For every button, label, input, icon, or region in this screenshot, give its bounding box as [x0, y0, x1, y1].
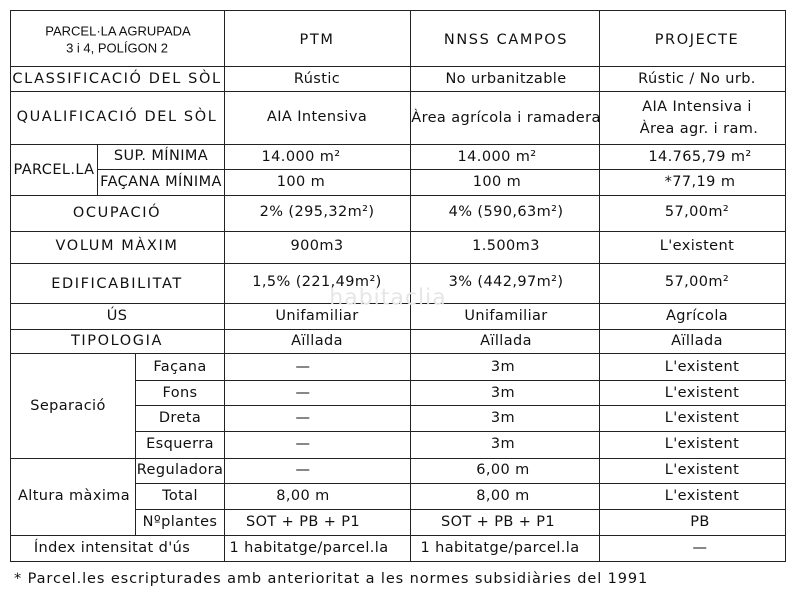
cell-ocupacio-projecte: 57,00m²	[664, 203, 730, 220]
row-label-ocupacio: OCUPACIÓ	[72, 204, 162, 221]
column-header-ptm: PTM	[299, 31, 335, 48]
cell-volum-projecte: L'existent	[659, 237, 735, 254]
cell-index-projecte: —	[692, 539, 708, 556]
cell-total-ptm: 8,00 m	[276, 487, 330, 504]
cell-reguladora-projecte: L'existent	[664, 461, 740, 478]
cell-sep-esquerra-ptm: —	[295, 435, 311, 452]
cell-qualificacio-ptm: AIA Intensiva	[266, 108, 368, 125]
row-label-reguladora: Reguladora	[136, 461, 224, 478]
column-header-projecte: PROJECTE	[654, 31, 740, 48]
cell-us-nnss: Unifamiliar	[464, 307, 548, 324]
cell-classificacio-ptm: Rústic	[293, 70, 341, 87]
column-header-nnss: NNSS CAMPOS	[443, 31, 569, 48]
cell-sep-facana-ptm: —	[295, 358, 311, 375]
cell-nplantes-nnss: SOT + PB + P1	[440, 513, 556, 530]
row-label-parcela: PARCEL.LA	[13, 161, 95, 178]
cell-sep-esquerra-projecte: L'existent	[664, 435, 740, 452]
cell-nplantes-projecte: PB	[690, 513, 710, 530]
cell-sup-projecte: 14.765,79 m²	[648, 148, 752, 165]
row-label-tipologia: TIPOLOGIA	[70, 332, 164, 349]
cell-reguladora-nnss: 6,00 m	[476, 461, 530, 478]
cell-edificabilitat-projecte: 57,00m²	[664, 273, 730, 290]
row-label-total: Total	[162, 487, 198, 504]
cell-qualificacio-projecte-line-1: AIA Intensiva i	[642, 98, 752, 115]
row-label-sep-facana: Façana	[153, 358, 207, 375]
cell-tipologia-ptm: Aïllada	[291, 332, 343, 349]
row-label-index: Índex intensitat d'ús	[33, 539, 191, 556]
cell-facana-min-nnss: 100 m	[472, 173, 522, 190]
cell-ocupacio-nnss: 4% (590,63m²)	[448, 203, 564, 220]
row-label-altura-maxima: Altura màxima	[17, 487, 131, 504]
cell-volum-ptm: 900m3	[290, 237, 344, 254]
cell-tipologia-projecte: Aïllada	[671, 332, 723, 349]
cell-sep-dreta-ptm: —	[295, 409, 311, 426]
cell-sep-esquerra-nnss: 3m	[490, 435, 516, 452]
cell-qualificacio-projecte-line-2: Àrea agr. i ram.	[639, 120, 759, 137]
cell-classificacio-projecte: Rústic / No urb.	[638, 70, 756, 87]
cell-sep-fons-nnss: 3m	[490, 384, 516, 401]
row-label-edificabilitat: EDIFICABILITAT	[51, 275, 183, 292]
cell-total-projecte: L'existent	[664, 487, 740, 504]
cell-edificabilitat-ptm: 1,5% (221,49m²)	[252, 273, 382, 290]
row-label-qualificacio: QUALIFICACIÓ DEL SÒL	[16, 108, 218, 125]
row-label-sep-dreta: Dreta	[158, 409, 202, 426]
cell-sep-fons-projecte: L'existent	[664, 384, 740, 401]
row-label-sep-fons: Fons	[162, 384, 198, 401]
cell-sep-dreta-projecte: L'existent	[664, 409, 740, 426]
cell-us-projecte: Agrícola	[665, 307, 729, 324]
title-line-2: 3 i 4, POLÍGON 2	[66, 40, 168, 56]
cell-total-nnss: 8,00 m	[476, 487, 530, 504]
row-label-separacio: Separació	[30, 397, 106, 414]
cell-tipologia-nnss: Aïllada	[480, 332, 532, 349]
cell-facana-min-ptm: 100 m	[276, 173, 326, 190]
cell-sep-facana-projecte: L'existent	[664, 358, 740, 375]
row-label-facana-minima: FAÇANA MÍNIMA	[100, 173, 222, 190]
cell-sep-fons-ptm: —	[295, 384, 311, 401]
cell-edificabilitat-nnss: 3% (442,97m²)	[448, 273, 564, 290]
cell-sep-facana-nnss: 3m	[490, 358, 516, 375]
cell-sep-dreta-nnss: 3m	[490, 409, 516, 426]
row-label-us: ÚS	[106, 307, 128, 324]
title-line-1: PARCEL·LA AGRUPADA	[45, 23, 191, 39]
row-label-sup-minima: SUP. MÍNIMA	[113, 147, 209, 164]
cell-index-nnss: 1 habitatge/parcel.la	[420, 539, 580, 556]
cell-qualificacio-nnss: Àrea agrícola i ramadera	[411, 109, 601, 126]
cell-classificacio-nnss: No urbanitzable	[445, 70, 567, 87]
cell-sup-nnss: 14.000 m²	[457, 148, 537, 165]
cell-us-ptm: Unifamiliar	[275, 307, 359, 324]
cell-reguladora-ptm: —	[295, 461, 311, 478]
row-label-nplantes: Nºplantes	[142, 513, 218, 530]
footnote: * Parcel.les escripturades amb anterioritat a les normes subsidiàries del 1991	[14, 571, 649, 587]
row-label-classificacio: CLASSIFICACIÓ DEL SÒL	[12, 70, 222, 87]
cell-index-ptm: 1 habitatge/parcel.la	[229, 539, 389, 556]
row-label-volum: VOLUM MÀXIM	[55, 237, 179, 254]
watermark: habitaclia	[329, 285, 447, 311]
cell-facana-min-projecte: *77,19 m	[664, 173, 736, 190]
row-label-sep-esquerra: Esquerra	[146, 435, 214, 452]
cell-ocupacio-ptm: 2% (295,32m²)	[259, 203, 375, 220]
cell-nplantes-ptm: SOT + PB + P1	[245, 513, 361, 530]
cell-sup-ptm: 14.000 m²	[261, 148, 341, 165]
cell-volum-nnss: 1.500m3	[472, 237, 540, 254]
